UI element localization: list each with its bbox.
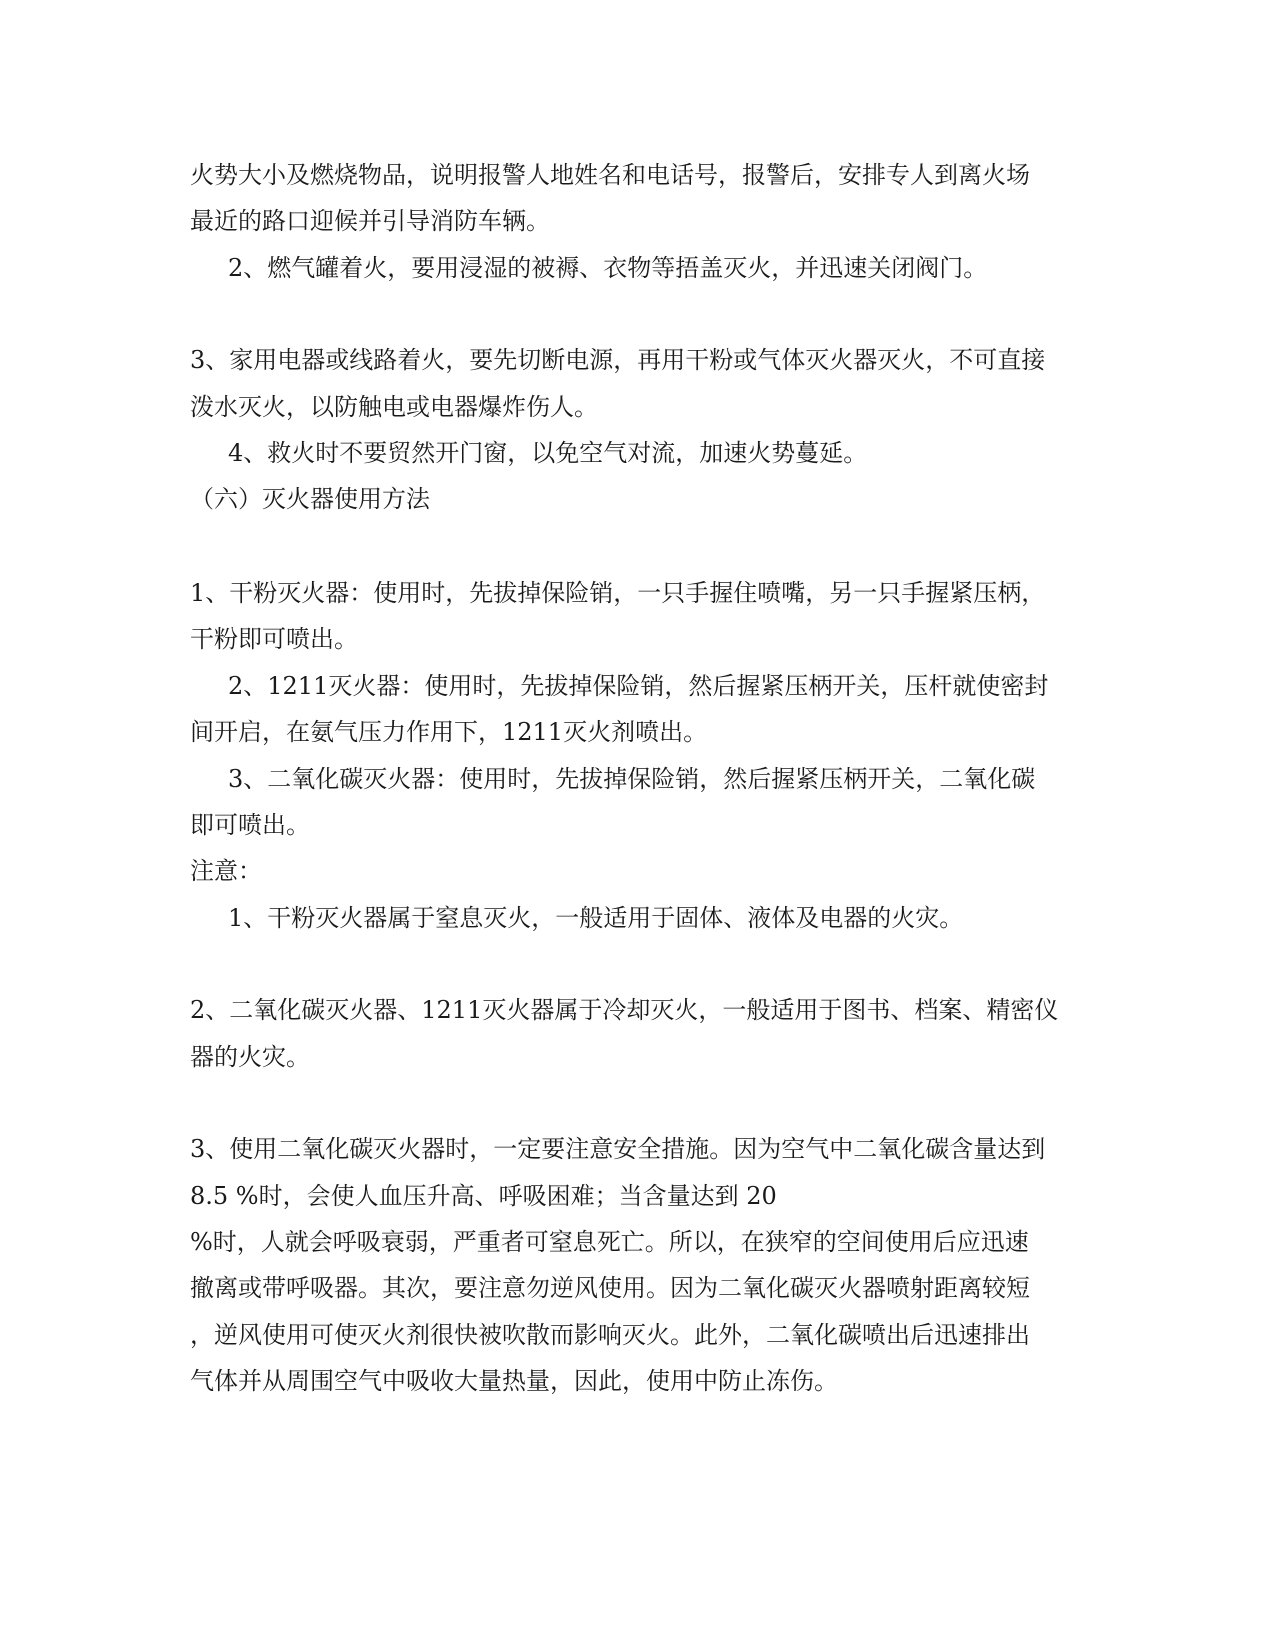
text-line-15: 1、干粉灭火器属于窒息灭火，一般适用于固体、液体及电器的火灾。 [228,904,964,932]
text-line-5: 泼水灭火，以防触电或电器爆炸伤人。 [190,393,598,421]
note-heading: 注意： [190,857,262,885]
text-line-9: 干粉即可喷出。 [190,625,358,653]
text-line-11: 间开启，在氨气压力作用下，1211灭火剂喷出。 [190,718,708,746]
text-line-17: 器的火灾。 [190,1043,310,1071]
text-line-19: 8.5 %时，会使人血压升高、呼吸困难；当含量达到 20 [190,1182,777,1210]
text-line-1: 火势大小及燃烧物品，说明报警人地姓名和电话号，报警后，安排专人到离火场 [190,161,1030,189]
text-line-16: 2、二氧化碳灭火器、1211灭火器属于冷却灭火，一般适用于图书、档案、精密仪 [190,996,1059,1024]
text-line-6: 4、救火时不要贸然开门窗，以免空气对流，加速火势蔓延。 [228,439,868,467]
text-line-8: 1、干粉灭火器：使用时，先拔掉保险销，一只手握住喷嘴，另一只手握紧压柄， [190,579,1046,607]
text-line-12: 3、二氧化碳灭火器：使用时，先拔掉保险销，然后握紧压柄开关，二氧化碳 [228,765,1036,793]
text-line-4: 3、家用电器或线路着火，要先切断电源，再用干粉或气体灭火器灭火，不可直接 [190,346,1046,374]
text-line-18: 3、使用二氧化碳灭火器时，一定要注意安全措施。因为空气中二氧化碳含量达到 [190,1135,1046,1163]
text-line-21: 撤离或带呼吸器。其次，要注意勿逆风使用。因为二氧化碳灭火器喷射距离较短 [190,1274,1030,1302]
text-line-20: %时，人就会呼吸衰弱，严重者可窒息死亡。所以，在狭窄的空间使用后应迅速 [190,1228,1029,1256]
text-line-2: 最近的路口迎候并引导消防车辆。 [190,207,550,235]
text-line-23: 气体并从周围空气中吸收大量热量，因此，使用中防止冻伤。 [190,1367,838,1395]
text-line-22: ，逆风使用可使灭火剂很快被吹散而影响灭火。此外，二氧化碳喷出后迅速排出 [190,1321,1030,1349]
text-line-13: 即可喷出。 [190,811,310,839]
section-heading: （六）灭火器使用方法 [190,485,430,513]
text-line-3: 2、燃气罐着火，要用浸湿的被褥、衣物等捂盖灭火，并迅速关闭阀门。 [228,254,988,282]
text-line-10: 2、1211灭火器：使用时，先拔掉保险销，然后握紧压柄开关，压杆就使密封 [228,672,1049,700]
